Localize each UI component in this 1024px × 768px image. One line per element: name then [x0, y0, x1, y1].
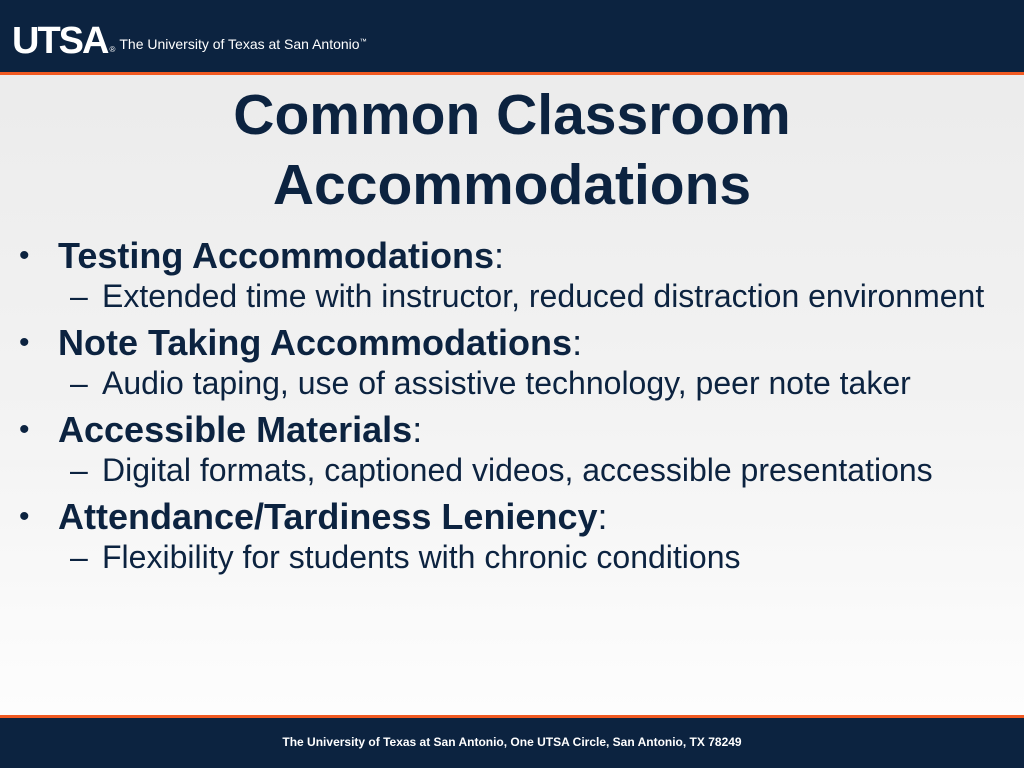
- sub-bullet: [0, 454, 1024, 487]
- university-name: [119, 36, 366, 52]
- bullet-heading: Attendance/Tardiness Leniency: [58, 496, 598, 537]
- bullet-heading: Note Taking Accommodations: [58, 322, 573, 363]
- bullet-row: [0, 493, 1024, 541]
- bullet-icon: •: [19, 500, 30, 533]
- sub-bullet: [0, 280, 1024, 313]
- bullet-icon: •: [19, 326, 30, 359]
- list-item: [0, 493, 1024, 574]
- list-item: [0, 232, 1024, 313]
- dash-icon: –: [70, 539, 88, 575]
- title-line-2: Accommodations: [272, 153, 752, 217]
- title-line-1: Common Classroom: [233, 83, 791, 147]
- bullet-row: [0, 232, 1024, 280]
- bullet-colon: :: [494, 235, 505, 276]
- bullet-icon: •: [19, 239, 30, 272]
- footer-bar: [0, 715, 1024, 768]
- bullet-heading: Accessible Materials: [58, 409, 413, 450]
- sub-bullet-text: Digital formats, captioned videos, accessible presentations: [102, 452, 933, 488]
- bullet-row: [0, 406, 1024, 454]
- bullet-colon: :: [572, 322, 583, 363]
- university-name-text: The University of Texas at San Antonio: [119, 36, 360, 52]
- slide-title: [0, 80, 1024, 220]
- footer-address: The University of Texas at San Antonio, One UTSA Circle, San Antonio, TX 78249: [282, 735, 742, 749]
- sub-bullet-text: Flexibility for students with chronic conditions: [102, 539, 741, 575]
- bullet-list: [0, 232, 1024, 580]
- sub-bullet-text: Extended time with instructor, reduced distraction environment: [102, 278, 985, 314]
- trademark-mark: ™: [359, 38, 367, 46]
- sub-bullet-text: Audio taping, use of assistive technology, peer note taker: [102, 365, 911, 401]
- bullet-colon: :: [597, 496, 608, 537]
- header-bar: [0, 0, 1024, 75]
- bullet-colon: :: [412, 409, 423, 450]
- list-item: [0, 319, 1024, 400]
- bullet-icon: •: [19, 413, 30, 446]
- dash-icon: –: [70, 278, 88, 314]
- logo-registered-mark: ®: [109, 45, 116, 54]
- sub-bullet: [0, 367, 1024, 400]
- list-item: [0, 406, 1024, 487]
- dash-icon: –: [70, 452, 88, 488]
- dash-icon: –: [70, 365, 88, 401]
- bullet-heading: Testing Accommodations: [58, 235, 495, 276]
- logo-mark: UTSA: [12, 20, 108, 62]
- utsa-logo: [12, 20, 367, 60]
- sub-bullet: [0, 541, 1024, 574]
- bullet-row: [0, 319, 1024, 367]
